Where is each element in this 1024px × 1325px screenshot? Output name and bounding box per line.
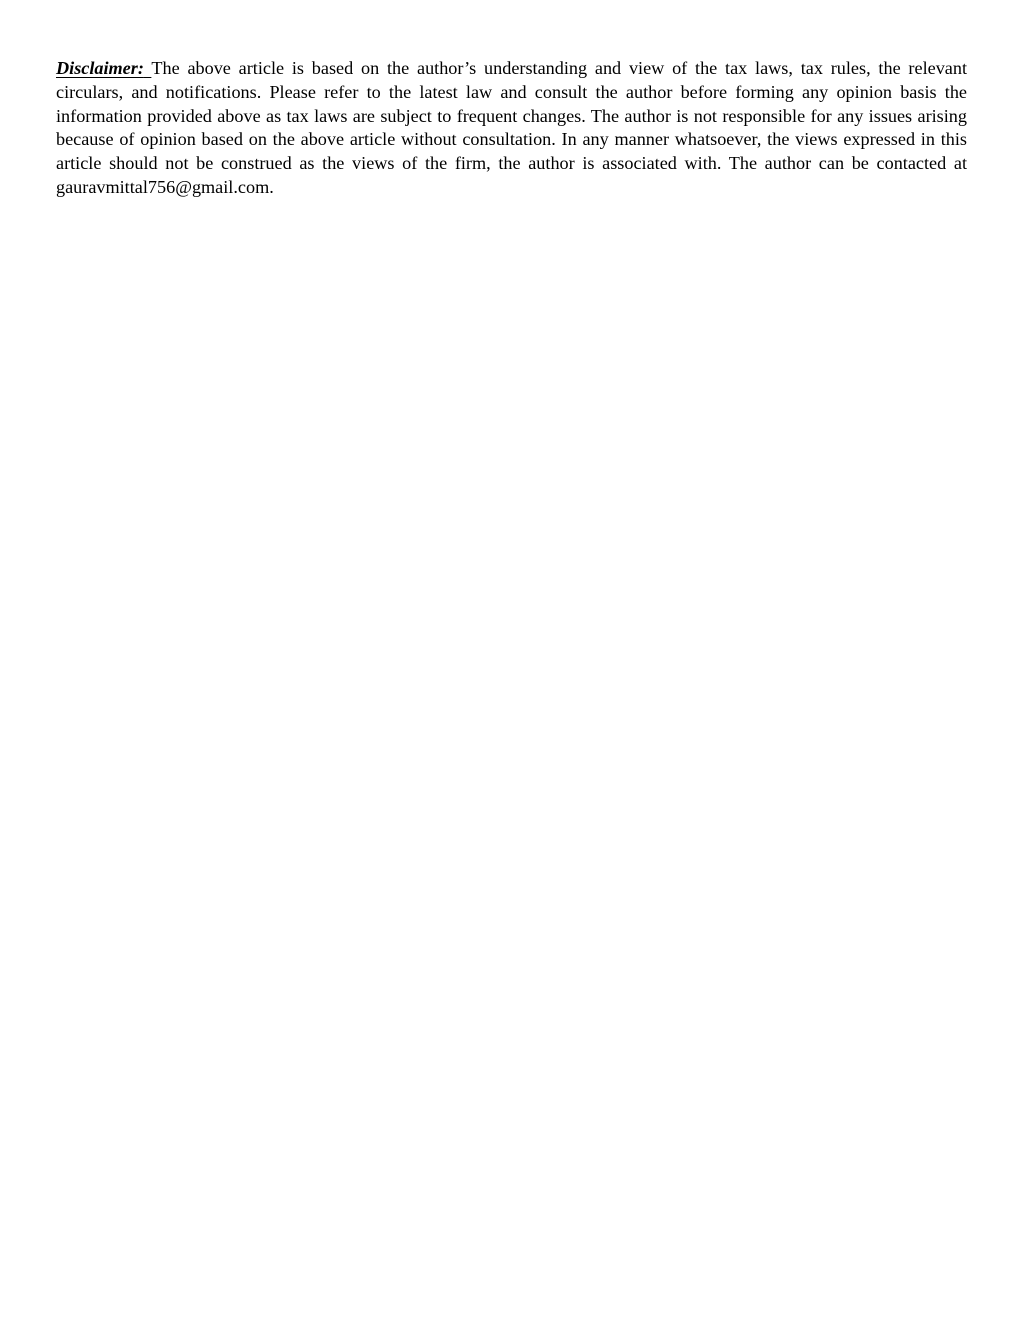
disclaimer-paragraph — [56, 57, 967, 200]
disclaimer-body: The above article is based on the author’s understanding and view of the tax laws, tax rules, the relevant circulars, and notifications. Please refer to the latest law and consult the author before forming any opinion basis the information provided above as tax laws are subject to frequent changes. The author is not responsible for any issues arising because of opinion based on the above article without consultation. In any manner whatsoever, the views expressed in this article should not be construed as the views of the firm, the author is associated with. The author can be contacted at gauravmittal756@gmail.com. — [56, 58, 968, 197]
disclaimer-label: Disclaimer: — [56, 58, 144, 78]
